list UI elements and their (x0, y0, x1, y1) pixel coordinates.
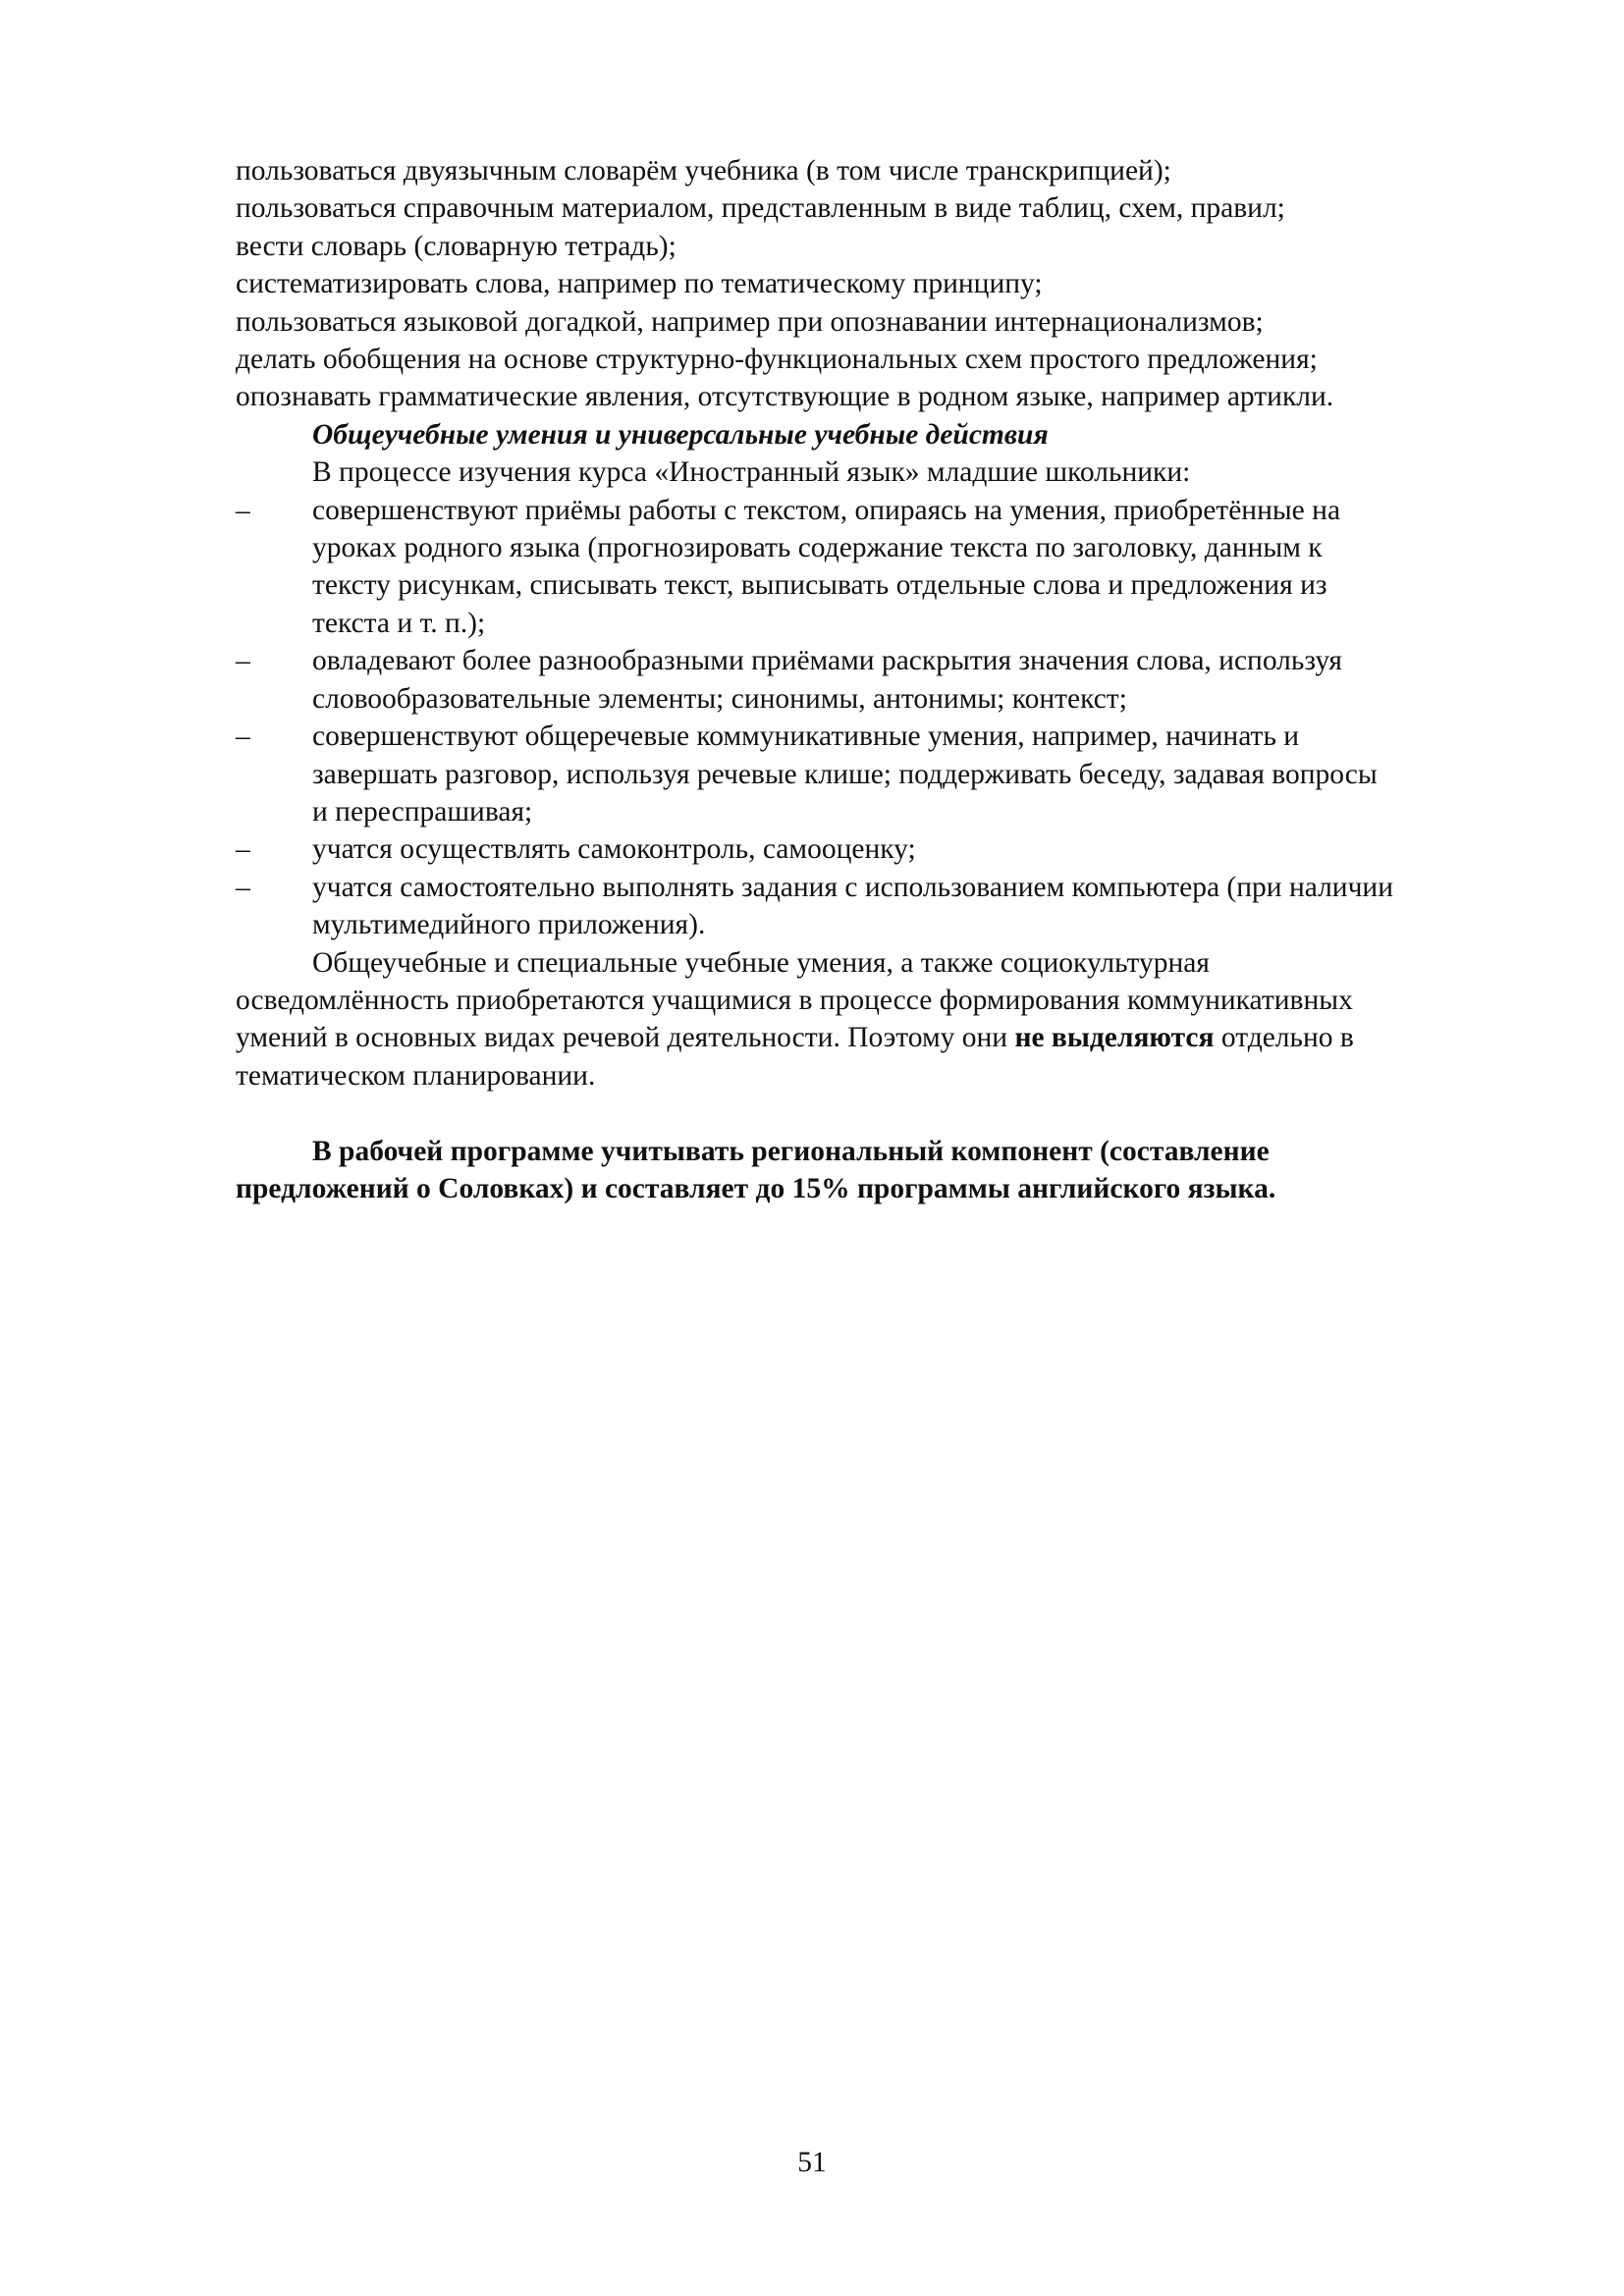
summary-text: умений в основных видах речевой деятельности. Поэтому они (236, 1022, 1015, 1054)
bullet-line: мультимедийного приложения). (312, 909, 706, 941)
bullet-dash: – (236, 494, 250, 526)
regional-note-line: В рабочей программе учитывать региональный компонент (составление (312, 1135, 1270, 1167)
bullet-item (236, 492, 1551, 643)
bullet-line: учатся самостоятельно выполнять задания с использованием компьютера (при наличии (312, 871, 1394, 903)
summary-line: Общеучебные и специальные учебные умения, а также социокультурная (312, 946, 1210, 979)
summary-line: осведомлённость приобретаются учащимися в процессе формирования коммуникативных (236, 984, 1353, 1016)
bullet-line: совершенствуют приёмы работы с текстом, опираясь на умения, приобретённые на (312, 494, 1341, 526)
bullet-item (236, 718, 1551, 830)
intro-list (236, 152, 1551, 416)
bullet-dash: – (236, 721, 250, 753)
bullet-item (236, 830, 1551, 868)
summary-paragraph (236, 944, 1551, 1095)
intro-line: вести словарь (словарную тетрадь); (236, 230, 677, 262)
summary-line: тематическом планировании. (236, 1059, 596, 1092)
bullet-line: тексту рисункам, списывать текст, выписывать отдельные слова и предложения из (312, 569, 1327, 602)
regional-note (236, 1133, 1551, 1208)
intro-line: опознавать грамматические явления, отсутствующие в родном языке, например артикли. (236, 381, 1334, 413)
page-number: 51 (797, 2147, 827, 2178)
document-page (236, 152, 1551, 1207)
bullet-item (236, 869, 1551, 944)
section-heading: Общеучебные умения и универсальные учебные действия (312, 418, 1049, 451)
bullet-dash: – (236, 833, 250, 866)
section-lead: В процессе изучения курса «Иностранный язык» младшие школьники: (312, 456, 1191, 489)
bullet-line: учатся осуществлять самоконтроль, самооценку; (312, 833, 916, 866)
bullet-list (236, 492, 1551, 944)
bullet-line: текста и т. п.); (312, 607, 486, 639)
bullet-line: завершать разговор, используя речевые клише; поддерживать беседу, задавая вопросы (312, 758, 1378, 790)
intro-line: пользоваться справочным материалом, представленным в виде таблиц, схем, правил; (236, 192, 1285, 225)
bullet-line: уроках родного языка (прогнозировать содержание текста по заголовку, данным к (312, 532, 1323, 564)
bullet-item (236, 642, 1551, 718)
bullet-line: совершенствуют общеречевые коммуникативные умения, например, начинать и (312, 721, 1300, 753)
intro-line: пользоваться двуязычным словарём учебника (в том числе транскрипцией); (236, 155, 1171, 187)
paragraph-spacer (236, 1095, 1551, 1132)
regional-note-line: предложений о Соловках) и составляет до 15% программы английского языка. (236, 1172, 1276, 1204)
bullet-line: овладевают более разнообразными приёмами раскрытия значения слова, используя (312, 645, 1342, 677)
bullet-line: и переспрашивая; (312, 795, 533, 828)
summary-text: отдельно в (1214, 1022, 1354, 1054)
intro-line: делать обобщения на основе структурно-функциональных схем простого предложения; (236, 344, 1318, 376)
bullet-dash: – (236, 871, 250, 903)
summary-emphasis: не выделяются (1014, 1022, 1215, 1054)
bullet-line: словообразовательные элементы; синонимы, антонимы; контекст; (312, 682, 1127, 715)
intro-line: систематизировать слова, например по тематическому принципу; (236, 268, 1043, 300)
intro-line: пользоваться языковой догадкой, например при опознавании интернационализмов; (236, 305, 1264, 338)
bullet-dash: – (236, 645, 250, 677)
summary-line (236, 1019, 1551, 1056)
